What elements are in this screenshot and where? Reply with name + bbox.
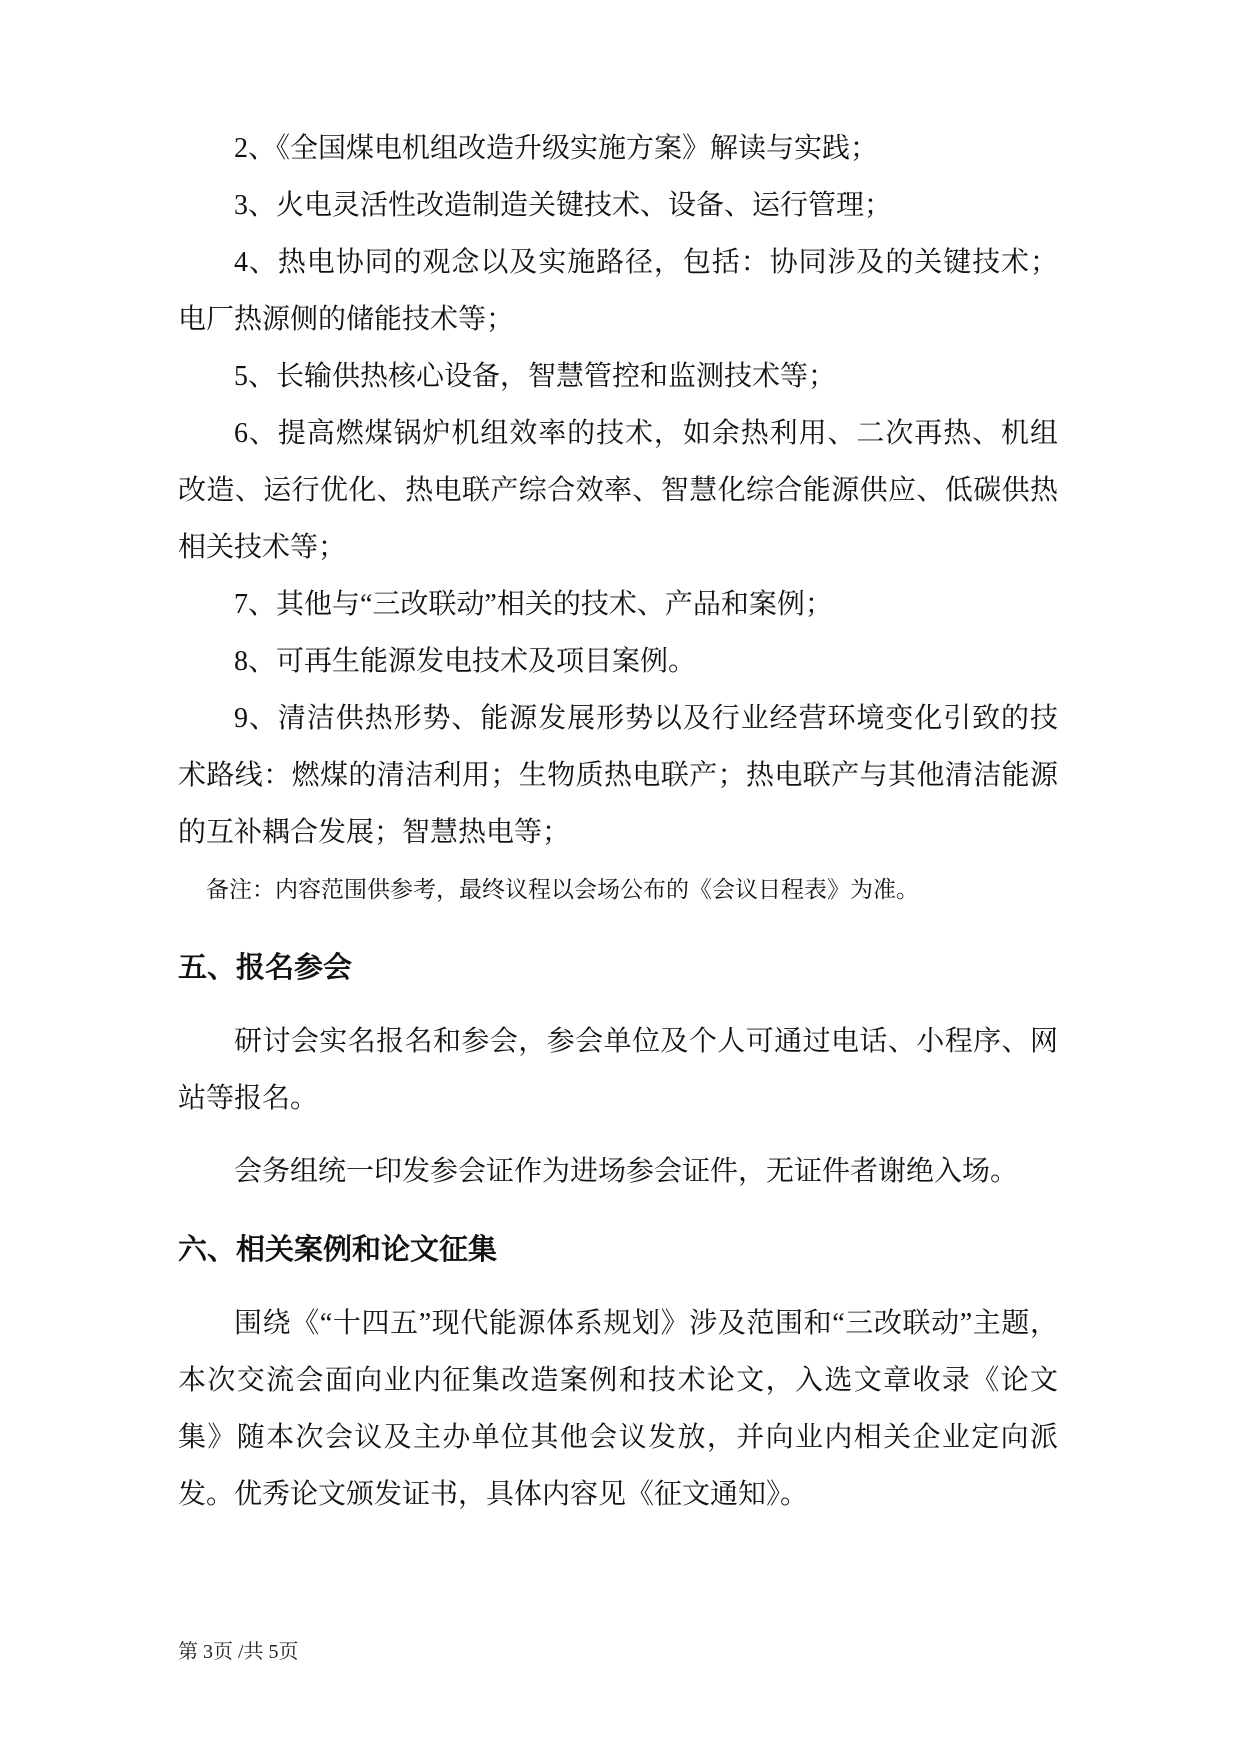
agenda-item-6: 6、提高燃煤锅炉机组效率的技术，如余热利用、二次再热、机组改造、运行优化、热电联产综合效率、智慧化综合能源供应、低碳供热相关技术等； <box>178 418 1058 563</box>
section-heading-papers: 六、相关案例和论文征集 <box>178 1234 498 1266</box>
document-body <box>178 0 1058 1523</box>
section-heading-registration: 五、报名参会 <box>178 952 353 984</box>
agenda-item-4: 4、热电协同的观念以及实施路径，包括：协同涉及的关键技术；电厂热源侧的储能技术等； <box>178 247 1058 335</box>
page-number: 第 3页 /共 5页 <box>178 1641 299 1663</box>
papers-paragraph: 围绕《“十四五”现代能源体系规划》涉及范围和“三改联动”主题，本次交流会面向业内征集改造案例和技术论文，入选文章收录《论文集》随本次会议及主办单位其他会议发放，并向业内相关企业定向派发。优秀论文颁发证书，具体内容见《征文通知》。 <box>178 1308 1058 1510</box>
agenda-item-9: 9、清洁供热形势、能源发展形势以及行业经营环境变化引致的技术路线：燃煤的清洁利用；生物质热电联产；热电联产与其他清洁能源的互补耦合发展；智慧热电等； <box>178 703 1058 848</box>
registration-paragraph: 研讨会实名报名和参会，参会单位及个人可通过电话、小程序、网站等报名。 <box>178 1026 1058 1114</box>
agenda-item-7: 7、其他与“三改联动”相关的技术、产品和案例； <box>234 589 833 620</box>
agenda-item-2: 2、《全国煤电机组改造升级实施方案》解读与实践； <box>234 133 879 164</box>
agenda-item-8: 8、可再生能源发电技术及项目案例。 <box>234 646 697 677</box>
agenda-item-5: 5、长输供热核心设备，智慧管控和监测技术等； <box>234 361 837 392</box>
agenda-note: 备注：内容范围供参考，最终议程以会场公布的《会议日程表》为准。 <box>206 877 919 902</box>
registration-badge-paragraph: 会务组统一印发参会证作为进场参会证件，无证件者谢绝入场。 <box>234 1156 1019 1187</box>
agenda-item-3: 3、火电灵活性改造制造关键技术、设备、运行管理； <box>234 190 893 221</box>
